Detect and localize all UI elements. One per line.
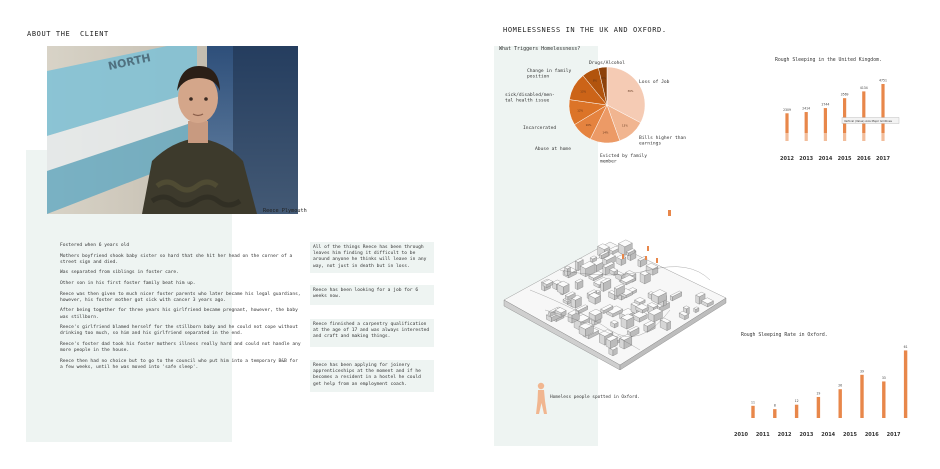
story-paragraph: Reece then had no choice but to go to the council who put him into a temporary B&B for a few weeks, until he was moved into 'safe sleep'.	[60, 358, 298, 370]
svg-text:NORTH: NORTH	[106, 51, 152, 73]
category-label: 2015	[837, 156, 852, 162]
client-photo	[47, 46, 298, 214]
pie-value-label: 4%	[601, 76, 606, 80]
pie-category-label: sick/disabled/men-	[505, 93, 555, 98]
pie-category-label: tal health issue	[505, 98, 550, 104]
bar	[751, 406, 754, 418]
right-heading: HOMELESSNESS IN THE UK AND OXFORD.	[503, 26, 667, 34]
pie-category-label: Change in family	[527, 69, 572, 74]
oxford-rough-sleeping-chart	[733, 330, 908, 442]
category-label: 2015	[843, 432, 857, 438]
story-box-2: Reece has been looking for a job for 6 weeks now.	[310, 285, 434, 305]
pie-category-label: Drugs/Alcohol	[589, 61, 625, 66]
gridline-tooltip-text: Vertical (Value) Axis Major Gridlines	[844, 118, 892, 123]
chart-title: Rough Sleeping Rate in Oxford.	[741, 333, 828, 338]
story-column-1	[60, 243, 302, 376]
bar	[773, 409, 776, 418]
bar-fade	[775, 133, 900, 147]
building-side	[575, 261, 578, 271]
bar-value-label: 4751	[879, 78, 887, 83]
bar	[817, 397, 820, 418]
bar-value-label: 8	[773, 403, 776, 408]
map-caption: Homeless people spotted in Oxford.	[550, 395, 640, 400]
pie-value-label: 10%	[585, 124, 592, 128]
bar-value-label: 4134	[859, 85, 868, 90]
bar-value-label: 19	[816, 391, 821, 396]
bar-value-label: 12	[794, 399, 799, 404]
pie-category-label: position	[527, 74, 550, 80]
bar-value-label: 61	[903, 344, 908, 349]
pie-chart-title: What Triggers Homelessness?	[499, 46, 581, 52]
building-side	[601, 282, 604, 292]
category-label: 2010	[734, 432, 748, 438]
category-label: 2016	[864, 432, 879, 438]
story-box-3: Reece finnished a carpentry qualification at the age of 17 and was always interested and craft and making things.	[310, 319, 434, 347]
category-label: 2011	[755, 432, 770, 438]
pie-value-label: 14%	[602, 131, 609, 135]
left-heading: ABOUT THE CLIENT	[27, 30, 109, 38]
pie-value-label: 36%	[627, 89, 634, 93]
bar-value-label: 26	[838, 383, 843, 388]
story-paragraph: Mothers boyfriend shook baby sister so hard that she hit her head on the corner of a street sign and died.	[60, 253, 293, 265]
pie-value-label: 12%	[577, 109, 584, 113]
bar-value-label: 11	[751, 400, 755, 405]
story-box-1: All of the things Reece has been through leaves him finding it difficult to be around anyone he thinks will leave in any way, not just in death but in loss.	[310, 242, 434, 273]
story-paragraph: Fostered when 6 years old	[60, 243, 130, 248]
photo-caption: Reece Plymouth	[263, 208, 307, 214]
pie-value-label: 13%	[622, 124, 628, 128]
pie-category-label: Abuse at home	[535, 147, 571, 152]
bar	[839, 389, 842, 418]
story-box-4: Reece has been applying for joinery apprenticeships at the moment and if he becomes a resident in a hostel he could get help from an employment coach.	[310, 360, 434, 392]
category-label: 2017	[876, 156, 890, 162]
category-label: 2013	[799, 432, 814, 438]
category-label: 2012	[780, 156, 794, 162]
chart-title: Rough Sleeping in the United Kingdom.	[775, 58, 882, 63]
oxford-isometric-map	[500, 160, 730, 370]
building-side	[614, 288, 616, 296]
triggers-pie-chart	[499, 52, 699, 172]
bar	[795, 405, 798, 418]
bar	[881, 84, 884, 141]
bar	[904, 350, 907, 418]
story-paragraph: Reece's foster dad took his foster mothers illness really hard and could not handle any more people in the house.	[60, 341, 301, 354]
walking-person-icon	[533, 382, 549, 416]
category-label: 2012	[777, 432, 792, 438]
category-label: 2014	[821, 432, 836, 438]
pie-category-label: Loss of Job	[639, 80, 670, 85]
bar-value-label: 39	[860, 369, 864, 374]
bar-value-label: 2309	[783, 107, 791, 112]
story-paragraph: Other son in his first foster family beat him up.	[60, 280, 196, 286]
pie-value-label: 13%	[580, 90, 587, 94]
bar-value-label: 33	[881, 375, 886, 380]
bar	[882, 381, 885, 418]
category-label: 2013	[799, 156, 814, 162]
pie-category-label: Bills higher than	[639, 136, 687, 141]
pie-category-label: Incarcerated	[523, 126, 557, 131]
story-paragraph: Reece's girlfriend blamed herself for the stillborn baby and he could not cope without drinking too much, so him and his girlfriend separated in the end.	[60, 325, 298, 337]
uk-rough-sleeping-chart	[775, 55, 920, 165]
pie-category-label: Evicted by family	[600, 154, 648, 159]
pie-category-label: member	[600, 159, 617, 165]
category-label: 2016	[856, 156, 871, 162]
category-label: 2014	[818, 156, 833, 162]
category-label: 2017	[886, 432, 901, 438]
pie-category-label: earnings	[639, 141, 662, 147]
bar-value-label: 3569	[840, 92, 849, 97]
story-paragraph: Reece was then given to much nicer foster parents who later became his legal guardians, however, his foster mother got sick with cancer 3 years ago.	[60, 291, 301, 303]
bar-value-label: 2414	[802, 106, 811, 111]
story-paragraph: Was separated from siblings in foster care.	[60, 270, 179, 276]
bar-value-label: 2744	[821, 102, 830, 107]
pie-value-label: 8%	[592, 79, 597, 83]
bar	[860, 375, 863, 418]
story-paragraph: After being together for three years his girlfriend became pregnant, however, the baby was stillborn.	[60, 308, 298, 320]
